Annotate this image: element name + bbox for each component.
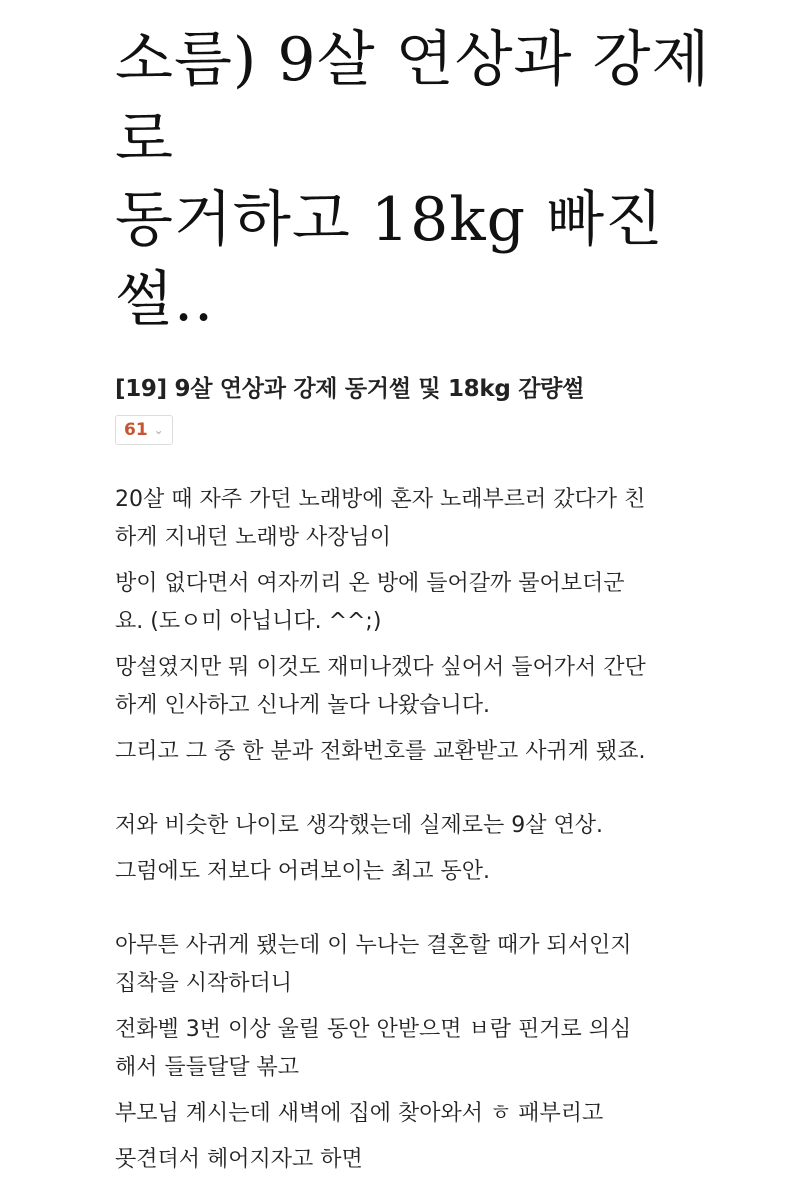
body-line: 방이 없다면서 여자끼리 온 방에 들어갈까 물어보더군 — [115, 571, 625, 596]
body-line: 집착을 시작하더니 — [115, 971, 293, 996]
paragraph — [115, 807, 740, 845]
body-line: 못견뎌서 헤어지자고 하면 — [115, 1147, 363, 1172]
paragraph — [115, 565, 740, 641]
reply-count: 61 — [124, 420, 148, 440]
paragraph — [115, 481, 740, 557]
paragraph — [115, 649, 740, 725]
headline-line-2: 동거하고 18kg 빠진 썰.. — [115, 185, 665, 335]
body-line: 하게 지내던 노래방 사장님이 — [115, 525, 392, 550]
paragraph — [115, 1095, 740, 1133]
paragraph-spacer — [115, 779, 740, 807]
body-line: 요. (도ㅇ미 아닙니다. ^^;) — [115, 609, 382, 634]
paragraph — [115, 927, 740, 1003]
chevron-down-icon: ⌄ — [153, 423, 164, 437]
post-title: [19] 9살 연상과 강제 동거썰 및 18kg 감량썰 — [115, 376, 584, 402]
body-line: 그럼에도 저보다 어려보이는 최고 동안. — [115, 859, 490, 884]
body-line: 저와 비슷한 나이로 생각했는데 실제로는 9살 연상. — [115, 813, 603, 838]
paragraph — [115, 853, 740, 891]
paragraph — [115, 733, 740, 771]
paragraph — [115, 1011, 740, 1087]
body-line: 부모님 계시는데 새벽에 집에 찾아와서 ㅎ 패부리고 — [115, 1101, 604, 1126]
body-line: 해서 들들달달 볶고 — [115, 1055, 300, 1080]
post-body — [115, 481, 740, 1179]
paragraph — [115, 1141, 740, 1179]
reply-count-badge[interactable] — [115, 415, 173, 445]
body-line: 전화벨 3번 이상 울릴 동안 안받으면 ㅂ람 핀거로 의심 — [115, 1017, 632, 1042]
body-line: 20살 때 자주 가던 노래방에 혼자 노래부르러 갔다가 친 — [115, 487, 646, 512]
headline — [115, 0, 740, 340]
paragraph-spacer — [115, 899, 740, 927]
body-line: 아무튼 사귀게 됐는데 이 누나는 결혼할 때가 되서인지 — [115, 933, 632, 958]
headline-line-1: 소름) 9살 연상과 강제로 — [115, 25, 711, 175]
body-line: 망설였지만 뭐 이것도 재미나겠다 싶어서 들어가서 간단 — [115, 655, 646, 680]
body-line: 하게 인사하고 신나게 놀다 나왔습니다. — [115, 693, 490, 718]
body-line: 그리고 그 중 한 분과 전화번호를 교환받고 사귀게 됐죠. — [115, 739, 646, 764]
